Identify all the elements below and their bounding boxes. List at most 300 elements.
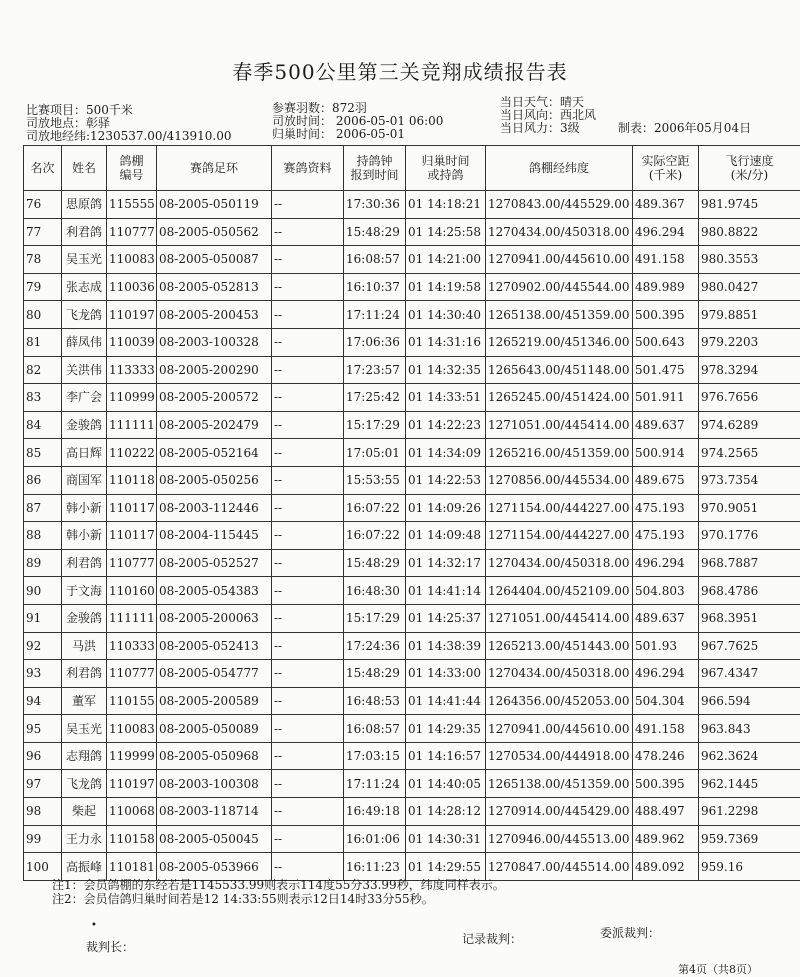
- table-cell: 1270847.00/445514.00: [486, 853, 633, 881]
- table-cell: --: [272, 549, 344, 577]
- page-number: 第4页（共8页）: [678, 961, 758, 977]
- table-cell: 15:48:29: [344, 218, 406, 246]
- table-cell: 08-2005-053966: [157, 853, 272, 881]
- table-row: [24, 273, 800, 301]
- table-cell: 17:06:36: [344, 328, 406, 356]
- table-cell: --: [272, 853, 344, 881]
- table-row: [24, 715, 800, 743]
- table-cell: 967.7625: [699, 632, 800, 660]
- table-cell: 113333: [107, 356, 157, 384]
- table-cell: 商国军: [62, 466, 107, 494]
- table-cell: 86: [24, 466, 62, 494]
- table-cell: 08-2005-052164: [157, 439, 272, 467]
- table-cell: 110117: [107, 522, 157, 550]
- column-header: 归巢时间 或持鸽: [406, 146, 486, 191]
- table-cell: 吴玉光: [62, 246, 107, 274]
- table-cell: 489.962: [633, 825, 699, 853]
- table-cell: 968.3951: [699, 604, 800, 632]
- table-cell: 01 14:30:31: [406, 825, 486, 853]
- table-cell: 500.643: [633, 328, 699, 356]
- table-cell: 01 14:25:37: [406, 604, 486, 632]
- column-header: 飞行速度 (米/分): [699, 146, 800, 191]
- table-cell: 15:53:55: [344, 466, 406, 494]
- table-cell: 475.193: [633, 494, 699, 522]
- table-cell: 100: [24, 853, 62, 881]
- table-cell: 967.4347: [699, 660, 800, 688]
- table-cell: 77: [24, 218, 62, 246]
- table-cell: 01 14:22:53: [406, 466, 486, 494]
- table-cell: 17:11:24: [344, 301, 406, 329]
- table-cell: --: [272, 246, 344, 274]
- table-cell: 08-2005-200589: [157, 687, 272, 715]
- table-cell: --: [272, 328, 344, 356]
- table-cell: --: [272, 604, 344, 632]
- table-cell: 491.158: [633, 246, 699, 274]
- table-row: [24, 825, 800, 853]
- table-cell: 01 14:32:17: [406, 549, 486, 577]
- table-cell: 15:17:29: [344, 604, 406, 632]
- table-cell: 1271154.00/444227.00: [486, 494, 633, 522]
- table-cell: 79: [24, 273, 62, 301]
- table-cell: 韩小新: [62, 494, 107, 522]
- table-cell: 110083: [107, 246, 157, 274]
- table-cell: 16:08:57: [344, 246, 406, 274]
- table-cell: 1270902.00/445544.00: [486, 273, 633, 301]
- table-cell: 82: [24, 356, 62, 384]
- table-cell: 968.4786: [699, 577, 800, 605]
- table-cell: 08-2005-050087: [157, 246, 272, 274]
- note-1: 注1：会员鸽棚的东经若是1145533.99则表示114度55分33.99秒，纬度同样表示。: [52, 878, 505, 892]
- table-cell: 08-2005-052813: [157, 273, 272, 301]
- table-cell: --: [272, 384, 344, 412]
- table-cell: --: [272, 522, 344, 550]
- release-coordinates: 司放地经纬:1230537.00/413910.00: [26, 130, 232, 143]
- table-cell: --: [272, 715, 344, 743]
- table-cell: 979.2203: [699, 328, 800, 356]
- table-cell: 08-2005-050256: [157, 466, 272, 494]
- table-cell: 110999: [107, 384, 157, 412]
- table-cell: 金骏鸽: [62, 604, 107, 632]
- table-cell: 76: [24, 191, 62, 219]
- table-row: [24, 742, 800, 770]
- dot-mark: •: [91, 920, 97, 931]
- weather: 当日天气：晴天: [500, 96, 596, 109]
- table-cell: --: [272, 770, 344, 798]
- column-header: 鸽棚经纬度: [486, 146, 633, 191]
- table-cell: 1270856.00/445534.00: [486, 466, 633, 494]
- column-header: 赛鸽资料: [272, 146, 344, 191]
- table-cell: 08-2004-115445: [157, 522, 272, 550]
- table-cell: --: [272, 577, 344, 605]
- table-cell: 08-2005-200572: [157, 384, 272, 412]
- table-cell: 01 14:32:35: [406, 356, 486, 384]
- table-cell: 1271154.00/444227.00: [486, 522, 633, 550]
- table-cell: 110777: [107, 660, 157, 688]
- table-cell: 500.914: [633, 439, 699, 467]
- column-header: 实际空距 (千米): [633, 146, 699, 191]
- table-cell: 110333: [107, 632, 157, 660]
- table-cell: 475.193: [633, 522, 699, 550]
- table-cell: 16:49:18: [344, 798, 406, 826]
- column-header: 持鸽钟 报到时间: [344, 146, 406, 191]
- table-cell: 薛凤伟: [62, 328, 107, 356]
- table-cell: 489.989: [633, 273, 699, 301]
- table-row: [24, 191, 800, 219]
- table-cell: 金骏鸽: [62, 411, 107, 439]
- table-cell: 489.637: [633, 604, 699, 632]
- table-cell: 1270843.00/445529.00: [486, 191, 633, 219]
- table-cell: 98: [24, 798, 62, 826]
- table-cell: 01 14:29:35: [406, 715, 486, 743]
- table-row: [24, 411, 800, 439]
- table-cell: 01 14:19:58: [406, 273, 486, 301]
- record-referee-label: 记录裁判：: [462, 930, 522, 947]
- table-cell: --: [272, 466, 344, 494]
- table-cell: 16:07:22: [344, 522, 406, 550]
- table-cell: --: [272, 825, 344, 853]
- table-cell: 01 14:41:14: [406, 577, 486, 605]
- table-cell: 利君鸽: [62, 549, 107, 577]
- table-cell: 08-2003-100328: [157, 328, 272, 356]
- table-cell: 1270914.00/445429.00: [486, 798, 633, 826]
- table-cell: 488.497: [633, 798, 699, 826]
- table-cell: 93: [24, 660, 62, 688]
- table-cell: 飞龙鸽: [62, 770, 107, 798]
- table-cell: 马洪: [62, 632, 107, 660]
- table-cell: 韩小新: [62, 522, 107, 550]
- table-cell: 491.158: [633, 715, 699, 743]
- table-cell: 119999: [107, 742, 157, 770]
- table-cell: 08-2005-052527: [157, 549, 272, 577]
- table-cell: 08-2005-050089: [157, 715, 272, 743]
- table-cell: 110777: [107, 218, 157, 246]
- table-cell: 高振峰: [62, 853, 107, 881]
- referee-chief-label: 裁判长：: [86, 938, 134, 955]
- table-cell: --: [272, 301, 344, 329]
- table-cell: 1270941.00/445610.00: [486, 246, 633, 274]
- table-cell: 柴起: [62, 798, 107, 826]
- table-cell: 111111: [107, 411, 157, 439]
- table-cell: 1270534.00/444918.00: [486, 742, 633, 770]
- table-cell: 关洪伟: [62, 356, 107, 384]
- table-cell: 16:48:30: [344, 577, 406, 605]
- release-location: 司放地点：彰驿: [26, 117, 232, 130]
- table-cell: --: [272, 218, 344, 246]
- table-cell: 980.0427: [699, 273, 800, 301]
- table-cell: 16:48:53: [344, 687, 406, 715]
- table-cell: 利君鸽: [62, 218, 107, 246]
- table-cell: 110777: [107, 549, 157, 577]
- table-cell: 959.16: [699, 853, 800, 881]
- table-row: [24, 218, 800, 246]
- table-cell: 85: [24, 439, 62, 467]
- table-cell: 981.9745: [699, 191, 800, 219]
- table-row: [24, 246, 800, 274]
- table-row: [24, 853, 800, 881]
- return-time: 归巢时间： 2006-05-01: [272, 128, 443, 141]
- table-cell: 489.637: [633, 411, 699, 439]
- table-cell: 478.246: [633, 742, 699, 770]
- info-column-weather: [500, 96, 596, 135]
- table-cell: 01 14:09:48: [406, 522, 486, 550]
- table-cell: 99: [24, 825, 62, 853]
- table-cell: 959.7369: [699, 825, 800, 853]
- table-cell: 83: [24, 384, 62, 412]
- table-cell: 08-2005-050562: [157, 218, 272, 246]
- table-cell: 08-2005-054383: [157, 577, 272, 605]
- table-cell: 978.3294: [699, 356, 800, 384]
- table-cell: 01 14:30:40: [406, 301, 486, 329]
- table-cell: 496.294: [633, 549, 699, 577]
- table-cell: --: [272, 494, 344, 522]
- table-cell: 08-2003-118714: [157, 798, 272, 826]
- table-cell: 于文海: [62, 577, 107, 605]
- table-cell: 110036: [107, 273, 157, 301]
- table-row: [24, 328, 800, 356]
- table-cell: 17:11:24: [344, 770, 406, 798]
- table-cell: 08-2003-100308: [157, 770, 272, 798]
- table-cell: 500.395: [633, 301, 699, 329]
- results-table: [23, 145, 800, 881]
- table-cell: 84: [24, 411, 62, 439]
- table-cell: 961.2298: [699, 798, 800, 826]
- table-cell: 张志成: [62, 273, 107, 301]
- table-cell: 110083: [107, 715, 157, 743]
- table-row: [24, 522, 800, 550]
- table-cell: 501.93: [633, 632, 699, 660]
- table-cell: 110117: [107, 494, 157, 522]
- table-cell: 501.475: [633, 356, 699, 384]
- table-cell: --: [272, 411, 344, 439]
- table-cell: 1264356.00/452053.00: [486, 687, 633, 715]
- table-cell: --: [272, 273, 344, 301]
- table-cell: 110222: [107, 439, 157, 467]
- table-cell: 95: [24, 715, 62, 743]
- table-cell: 王力永: [62, 825, 107, 853]
- table-cell: 501.911: [633, 384, 699, 412]
- report-title: 春季500公里第三关竞翔成绩报告表: [0, 56, 800, 85]
- table-cell: 1265138.00/451359.00: [486, 301, 633, 329]
- entry-count: 参赛羽数：872羽: [272, 102, 443, 115]
- column-header: 姓名: [62, 146, 107, 191]
- table-cell: 1270941.00/445610.00: [486, 715, 633, 743]
- table-cell: 思原鸽: [62, 191, 107, 219]
- table-cell: 110197: [107, 770, 157, 798]
- table-cell: 976.7656: [699, 384, 800, 412]
- table-cell: 1265643.00/451148.00: [486, 356, 633, 384]
- table-row: [24, 494, 800, 522]
- table-cell: 01 14:16:57: [406, 742, 486, 770]
- table-cell: 01 14:29:55: [406, 853, 486, 881]
- table-cell: 16:10:37: [344, 273, 406, 301]
- column-header: 名次: [24, 146, 62, 191]
- table-cell: 01 14:21:00: [406, 246, 486, 274]
- table-cell: 志翔鸽: [62, 742, 107, 770]
- table-cell: 利君鸽: [62, 660, 107, 688]
- table-cell: 01 14:28:12: [406, 798, 486, 826]
- table-row: [24, 632, 800, 660]
- table-row: [24, 466, 800, 494]
- table-cell: 高日辉: [62, 439, 107, 467]
- table-cell: --: [272, 687, 344, 715]
- table-cell: 15:48:29: [344, 660, 406, 688]
- table-cell: 496.294: [633, 218, 699, 246]
- table-cell: 87: [24, 494, 62, 522]
- table-cell: 1264404.00/452109.00: [486, 577, 633, 605]
- table-cell: 1265138.00/451359.00: [486, 770, 633, 798]
- table-row: [24, 439, 800, 467]
- table-cell: 500.395: [633, 770, 699, 798]
- table-cell: 08-2005-052413: [157, 632, 272, 660]
- table-cell: 97: [24, 770, 62, 798]
- made-date: 制表：2006年05月04日: [618, 122, 751, 135]
- table-cell: 1265245.00/451424.00: [486, 384, 633, 412]
- table-cell: 1265213.00/451443.00: [486, 632, 633, 660]
- table-cell: 08-2005-200063: [157, 604, 272, 632]
- table-cell: 111111: [107, 604, 157, 632]
- table-cell: 110158: [107, 825, 157, 853]
- table-cell: 974.2565: [699, 439, 800, 467]
- table-cell: 16:07:22: [344, 494, 406, 522]
- notes: [52, 878, 505, 906]
- table-cell: --: [272, 439, 344, 467]
- assigned-referee-label: 委派裁判：: [600, 924, 660, 941]
- event-item: 比赛项目：500千米: [26, 104, 232, 117]
- table-cell: --: [272, 660, 344, 688]
- table-cell: 504.803: [633, 577, 699, 605]
- table-cell: 1270434.00/450318.00: [486, 218, 633, 246]
- table-cell: 980.3553: [699, 246, 800, 274]
- table-cell: 91: [24, 604, 62, 632]
- table-cell: 01 14:31:16: [406, 328, 486, 356]
- table-cell: 16:08:57: [344, 715, 406, 743]
- table-cell: 李广会: [62, 384, 107, 412]
- wind-direction: 当日风向：西北风: [500, 109, 596, 122]
- table-cell: 董军: [62, 687, 107, 715]
- table-cell: 01 14:38:39: [406, 632, 486, 660]
- table-cell: 08-2005-050119: [157, 191, 272, 219]
- table-row: [24, 384, 800, 412]
- table-cell: 1270434.00/450318.00: [486, 549, 633, 577]
- table-cell: 80: [24, 301, 62, 329]
- table-cell: 16:01:06: [344, 825, 406, 853]
- table-cell: 08-2005-200453: [157, 301, 272, 329]
- table-cell: 489.092: [633, 853, 699, 881]
- table-cell: 17:23:57: [344, 356, 406, 384]
- table-cell: 92: [24, 632, 62, 660]
- table-row: [24, 577, 800, 605]
- note-2: 注2：会员信鸽归巢时间若是12 14:33:55则表示12日14时33分55秒。: [52, 892, 505, 906]
- table-cell: 110039: [107, 328, 157, 356]
- table-row: [24, 798, 800, 826]
- table-cell: 89: [24, 549, 62, 577]
- wind-force: 当日风力：3级: [500, 122, 596, 135]
- table-cell: 01 14:33:00: [406, 660, 486, 688]
- table-cell: 489.675: [633, 466, 699, 494]
- table-cell: 08-2005-054777: [157, 660, 272, 688]
- table-cell: 974.6289: [699, 411, 800, 439]
- table-cell: 08-2003-112446: [157, 494, 272, 522]
- table-cell: 1265216.00/451359.00: [486, 439, 633, 467]
- release-time: 司放时间： 2006-05-01 06:00: [272, 115, 443, 128]
- column-header: 鸽棚 编号: [107, 146, 157, 191]
- table-cell: 496.294: [633, 660, 699, 688]
- table-cell: 96: [24, 742, 62, 770]
- table-cell: 08-2005-202479: [157, 411, 272, 439]
- table-cell: 1270946.00/445513.00: [486, 825, 633, 853]
- table-cell: 81: [24, 328, 62, 356]
- table-cell: --: [272, 356, 344, 384]
- table-cell: 01 14:25:58: [406, 218, 486, 246]
- table-cell: 110118: [107, 466, 157, 494]
- table-cell: 110068: [107, 798, 157, 826]
- table-cell: 17:25:42: [344, 384, 406, 412]
- table-row: [24, 660, 800, 688]
- table-cell: 01 14:41:44: [406, 687, 486, 715]
- table-cell: 01 14:34:09: [406, 439, 486, 467]
- table-row: [24, 549, 800, 577]
- table-cell: 979.8851: [699, 301, 800, 329]
- table-cell: 970.9051: [699, 494, 800, 522]
- table-header-row: [24, 146, 800, 191]
- table-cell: 17:30:36: [344, 191, 406, 219]
- table-cell: 01 14:22:23: [406, 411, 486, 439]
- table-cell: 115555: [107, 191, 157, 219]
- table-cell: 08-2005-050968: [157, 742, 272, 770]
- table-cell: 968.7887: [699, 549, 800, 577]
- table-cell: 962.3624: [699, 742, 800, 770]
- table-cell: 489.367: [633, 191, 699, 219]
- table-cell: 110181: [107, 853, 157, 881]
- table-cell: 1265219.00/451346.00: [486, 328, 633, 356]
- table-cell: 15:17:29: [344, 411, 406, 439]
- table-row: [24, 356, 800, 384]
- table-cell: 1271051.00/445414.00: [486, 604, 633, 632]
- table-row: [24, 301, 800, 329]
- table-cell: 飞龙鸽: [62, 301, 107, 329]
- table-cell: 01 14:40:05: [406, 770, 486, 798]
- table-cell: 01 14:09:26: [406, 494, 486, 522]
- table-row: [24, 687, 800, 715]
- column-header: 赛鸽足环: [157, 146, 272, 191]
- table-cell: --: [272, 191, 344, 219]
- table-cell: --: [272, 632, 344, 660]
- info-column-event: [26, 104, 232, 143]
- table-cell: 963.843: [699, 715, 800, 743]
- table-cell: 966.594: [699, 687, 800, 715]
- table-cell: 吴玉光: [62, 715, 107, 743]
- table-row: [24, 770, 800, 798]
- table-cell: 90: [24, 577, 62, 605]
- info-column-time: [272, 102, 443, 141]
- table-cell: 15:48:29: [344, 549, 406, 577]
- table-cell: 17:24:36: [344, 632, 406, 660]
- table-cell: 110197: [107, 301, 157, 329]
- table-cell: 1271051.00/445414.00: [486, 411, 633, 439]
- table-cell: 110160: [107, 577, 157, 605]
- table-cell: 88: [24, 522, 62, 550]
- table-cell: 08-2005-200290: [157, 356, 272, 384]
- table-cell: 17:05:01: [344, 439, 406, 467]
- table-cell: 504.304: [633, 687, 699, 715]
- table-body: [24, 191, 800, 881]
- table-cell: 01 14:33:51: [406, 384, 486, 412]
- table-cell: 962.1445: [699, 770, 800, 798]
- table-cell: 970.1776: [699, 522, 800, 550]
- table-cell: 78: [24, 246, 62, 274]
- table-cell: 17:03:15: [344, 742, 406, 770]
- table-cell: 110155: [107, 687, 157, 715]
